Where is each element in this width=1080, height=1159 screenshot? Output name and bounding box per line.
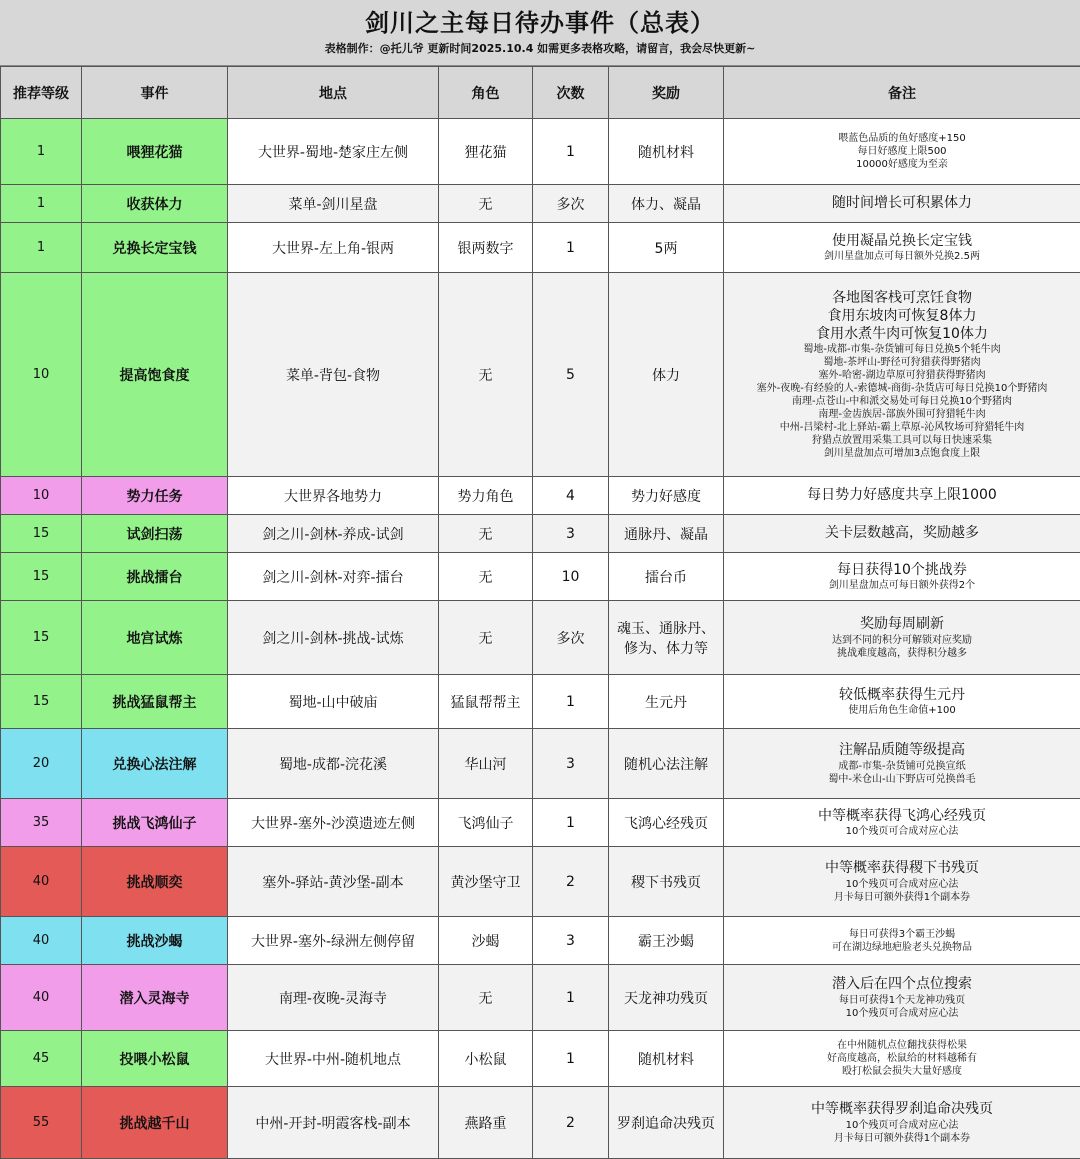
cell-location: 大世界-塞外-沙漠遗迹左侧	[228, 799, 439, 847]
note-small-line: 月卡每日可额外获得1个副本券	[833, 891, 971, 903]
page-subtitle: 表格制作：@托儿爷 更新时间2025.10.4 如需更多表格攻略，请留言，我会尽快更新~	[324, 42, 756, 55]
cell-event: 势力任务	[82, 477, 228, 515]
col-header-event: 事件	[82, 67, 228, 119]
cell-reward: 随机心法注解	[609, 729, 724, 799]
cell-location: 塞外-驿站-黄沙堡-副本	[228, 847, 439, 917]
cell-count: 多次	[533, 185, 609, 223]
cell-note	[724, 917, 1080, 965]
cell-level: 15	[1, 601, 82, 675]
sheet-header	[0, 0, 1080, 66]
note-small-line: 挑战难度越高，获得积分越多	[837, 647, 967, 659]
note-small-line: 10000好感度为至亲	[856, 159, 948, 170]
cell-count: 5	[533, 273, 609, 477]
cell-location: 蜀地-山中破庙	[228, 675, 439, 729]
cell-location: 大世界-蜀地-楚家庄左侧	[228, 119, 439, 185]
table-row	[1, 477, 1080, 515]
cell-event: 潜入灵海寺	[82, 965, 228, 1031]
cell-level: 15	[1, 675, 82, 729]
note-main-line: 随时间增长可积累体力	[832, 195, 972, 212]
cell-count: 1	[533, 675, 609, 729]
note-small-line: 蜀中-米仓山-山下野店可兑换兽毛	[828, 773, 976, 785]
cell-location: 大世界-中州-随机地点	[228, 1031, 439, 1087]
cell-role: 黄沙堡守卫	[439, 847, 533, 917]
note-small-line: 喂蓝色品质的鱼好感度+150	[838, 133, 966, 144]
note-main-line: 潜入后在四个点位搜索	[832, 976, 972, 993]
cell-level: 55	[1, 1087, 82, 1159]
table-row	[1, 273, 1080, 477]
cell-note	[724, 119, 1080, 185]
table-header-row	[1, 67, 1080, 119]
note-small-line: 每日好感度上限500	[857, 146, 947, 157]
cell-event: 地宫试炼	[82, 601, 228, 675]
note-small-line: 殴打松鼠会损失大量好感度	[842, 1066, 962, 1077]
cell-reward: 势力好感度	[609, 477, 724, 515]
cell-note	[724, 1087, 1080, 1159]
table-row	[1, 1031, 1080, 1087]
cell-event: 挑战猛鼠帮主	[82, 675, 228, 729]
cell-location: 大世界-左上角-银两	[228, 223, 439, 273]
cell-note	[724, 675, 1080, 729]
cell-role: 银两数字	[439, 223, 533, 273]
cell-level: 40	[1, 965, 82, 1031]
cell-count: 3	[533, 515, 609, 553]
table-row	[1, 185, 1080, 223]
cell-role: 华山河	[439, 729, 533, 799]
cell-event: 挑战顺奕	[82, 847, 228, 917]
cell-level: 15	[1, 515, 82, 553]
cell-count: 3	[533, 729, 609, 799]
note-small-line: 在中州随机点位翻找获得松果	[837, 1040, 967, 1051]
cell-event: 试剑扫荡	[82, 515, 228, 553]
note-small-line: 达到不同的积分可解锁对应奖励	[832, 634, 972, 646]
note-main-line: 中等概率获得飞鸿心经残页	[818, 807, 986, 824]
cell-note	[724, 553, 1080, 601]
note-main-line: 每日势力好感度共享上限1000	[807, 487, 997, 504]
cell-level: 20	[1, 729, 82, 799]
cell-location: 菜单-背包-食物	[228, 273, 439, 477]
note-small-line: 10个残页可合成对应心法	[845, 1119, 959, 1131]
cell-role: 势力角色	[439, 477, 533, 515]
note-small-line: 蜀地-成都-市集-杂货铺可每日兑换5个牦牛肉	[803, 344, 1001, 356]
table-row	[1, 553, 1080, 601]
cell-level: 1	[1, 119, 82, 185]
cell-role: 燕路重	[439, 1087, 533, 1159]
table-row	[1, 119, 1080, 185]
table-row	[1, 515, 1080, 553]
cell-note	[724, 477, 1080, 515]
cell-level: 40	[1, 917, 82, 965]
cell-location: 菜单-剑川星盘	[228, 185, 439, 223]
cell-level: 40	[1, 847, 82, 917]
note-main-line: 较低概率获得生元丹	[839, 686, 965, 703]
note-small-line: 每日可获得1个天龙神功残页	[838, 994, 966, 1006]
col-header-note: 备注	[724, 67, 1080, 119]
cell-role: 无	[439, 185, 533, 223]
cell-count: 1	[533, 1031, 609, 1087]
cell-event: 挑战沙蝎	[82, 917, 228, 965]
cell-note	[724, 185, 1080, 223]
cell-reward: 稷下书残页	[609, 847, 724, 917]
table-row	[1, 729, 1080, 799]
cell-role: 飞鸿仙子	[439, 799, 533, 847]
cell-reward: 体力、凝晶	[609, 185, 724, 223]
cell-role: 无	[439, 601, 533, 675]
cell-count: 2	[533, 847, 609, 917]
cell-event: 兑换长定宝钱	[82, 223, 228, 273]
note-main-line: 每日获得10个挑战券	[837, 561, 967, 578]
cell-location: 剑之川-剑林-对弈-擂台	[228, 553, 439, 601]
note-small-line: 剑川星盘加点可每日额外兑换2.5两	[824, 251, 980, 263]
cell-reward: 5两	[609, 223, 724, 273]
note-small-line: 中州-吕梁村-北上驿站-霸上草原-沁风牧场可狩猎牦牛肉	[779, 422, 1025, 434]
note-small-line: 剑川星盘加点可每日额外获得2个	[828, 580, 976, 592]
cell-reward: 通脉丹、凝晶	[609, 515, 724, 553]
cell-reward: 魂玉、通脉丹、修为、体力等	[609, 601, 724, 675]
cell-event: 喂狸花猫	[82, 119, 228, 185]
note-small-line: 塞外-夜晚-有经验的人-索德城-商街-杂货店可每日兑换10个野猪肉	[756, 383, 1048, 395]
cell-event: 提高饱食度	[82, 273, 228, 477]
cell-reward: 擂台币	[609, 553, 724, 601]
cell-location: 大世界-塞外-绿洲左侧停留	[228, 917, 439, 965]
cell-note	[724, 799, 1080, 847]
cell-reward: 飞鸿心经残页	[609, 799, 724, 847]
note-main-line: 各地图客栈可烹饪食物	[832, 289, 972, 306]
note-small-line: 可在湖边绿地疤脸老头兑换物品	[832, 941, 972, 953]
cell-reward: 天龙神功残页	[609, 965, 724, 1031]
cell-note	[724, 847, 1080, 917]
cell-count: 1	[533, 799, 609, 847]
note-main-line: 奖励每周刷新	[860, 616, 944, 633]
note-small-line: 狩猎点放置用采集工具可以每日快速采集	[812, 435, 992, 447]
note-main-line: 关卡层数越高，奖励越多	[825, 525, 979, 542]
cell-location: 剑之川-剑林-挑战-试炼	[228, 601, 439, 675]
cell-role: 无	[439, 965, 533, 1031]
cell-level: 10	[1, 477, 82, 515]
cell-level: 45	[1, 1031, 82, 1087]
col-header-location: 地点	[228, 67, 439, 119]
note-small-line: 每日可获得3个霸王沙蝎	[848, 928, 956, 940]
cell-role: 无	[439, 553, 533, 601]
cell-event: 挑战擂台	[82, 553, 228, 601]
cell-reward: 霸王沙蝎	[609, 917, 724, 965]
note-small-line: 好高度越高，松鼠给的材料越稀有	[827, 1053, 977, 1064]
cell-reward: 罗刹追命决残页	[609, 1087, 724, 1159]
cell-role: 无	[439, 515, 533, 553]
cell-count: 1	[533, 119, 609, 185]
cell-location: 蜀地-成都-浣花溪	[228, 729, 439, 799]
col-header-level: 推荐等级	[1, 67, 82, 119]
cell-event: 挑战越千山	[82, 1087, 228, 1159]
cell-level: 15	[1, 553, 82, 601]
note-small-line: 蜀地-茶坪山-野径可狩猎获得野猪肉	[823, 357, 981, 369]
cell-count: 1	[533, 965, 609, 1031]
note-small-line: 成都-市集-杂货铺可兑换宣纸	[838, 760, 966, 772]
cell-level: 35	[1, 799, 82, 847]
note-main-line: 中等概率获得罗刹追命决残页	[811, 1101, 993, 1118]
cell-level: 1	[1, 223, 82, 273]
cell-count: 多次	[533, 601, 609, 675]
note-small-line: 使用后角色生命值+100	[848, 705, 956, 717]
cell-role: 无	[439, 273, 533, 477]
cell-event: 投喂小松鼠	[82, 1031, 228, 1087]
cell-level: 10	[1, 273, 82, 477]
cell-count: 4	[533, 477, 609, 515]
events-table	[0, 66, 1080, 1159]
note-small-line: 南理-点苍山-中和派交易处可每日兑换10个野猪肉	[792, 396, 1012, 408]
cell-level: 1	[1, 185, 82, 223]
cell-count: 3	[533, 917, 609, 965]
note-small-line: 10个残页可合成对应心法	[845, 878, 959, 890]
note-small-line: 10个残页可合成对应心法	[845, 826, 959, 838]
cell-note	[724, 601, 1080, 675]
cell-location: 南理-夜晚-灵海寺	[228, 965, 439, 1031]
cell-note	[724, 273, 1080, 477]
col-header-role: 角色	[439, 67, 533, 119]
cell-note	[724, 965, 1080, 1031]
cell-note	[724, 1031, 1080, 1087]
cell-role: 猛鼠帮帮主	[439, 675, 533, 729]
cell-reward: 生元丹	[609, 675, 724, 729]
cell-role: 小松鼠	[439, 1031, 533, 1087]
col-header-count: 次数	[533, 67, 609, 119]
note-main-line: 注解品质随等级提高	[839, 742, 965, 759]
cell-role: 沙蝎	[439, 917, 533, 965]
note-main-line: 中等概率获得稷下书残页	[825, 860, 979, 877]
cell-event: 挑战飞鸿仙子	[82, 799, 228, 847]
cell-reward: 随机材料	[609, 1031, 724, 1087]
cell-location: 大世界各地势力	[228, 477, 439, 515]
table-row	[1, 799, 1080, 847]
table-row	[1, 675, 1080, 729]
cell-reward: 随机材料	[609, 119, 724, 185]
cell-note	[724, 223, 1080, 273]
table-row	[1, 917, 1080, 965]
table-row	[1, 223, 1080, 273]
cell-event: 收获体力	[82, 185, 228, 223]
note-small-line: 10个残页可合成对应心法	[845, 1007, 959, 1019]
note-main-line: 食用水煮牛肉可恢复10体力	[816, 326, 988, 343]
cell-count: 2	[533, 1087, 609, 1159]
note-small-line: 南理-金齿族居-部族外围可狩猎牦牛肉	[818, 409, 986, 421]
cell-reward: 体力	[609, 273, 724, 477]
page-title: 剑川之主每日待办事件（总表）	[365, 9, 715, 37]
note-main-line: 食用东坡肉可恢复8体力	[827, 307, 977, 324]
cell-count: 1	[533, 223, 609, 273]
cell-location: 中州-开封-明霞客栈-副本	[228, 1087, 439, 1159]
table-row	[1, 601, 1080, 675]
cell-note	[724, 515, 1080, 553]
note-small-line: 剑川星盘加点可增加3点饱食度上限	[823, 448, 981, 460]
cell-note	[724, 729, 1080, 799]
note-small-line: 塞外-哈密-湖边草原可狩猎获得野猪肉	[818, 370, 986, 382]
table-row	[1, 1087, 1080, 1159]
cell-count: 10	[533, 553, 609, 601]
cell-location: 剑之川-剑林-养成-试剑	[228, 515, 439, 553]
table-row	[1, 965, 1080, 1031]
cell-event: 兑换心法注解	[82, 729, 228, 799]
table-row	[1, 847, 1080, 917]
col-header-reward: 奖励	[609, 67, 724, 119]
cell-role: 狸花猫	[439, 119, 533, 185]
note-main-line: 使用凝晶兑换长定宝钱	[832, 232, 972, 249]
note-small-line: 月卡每日可额外获得1个副本券	[833, 1132, 971, 1144]
